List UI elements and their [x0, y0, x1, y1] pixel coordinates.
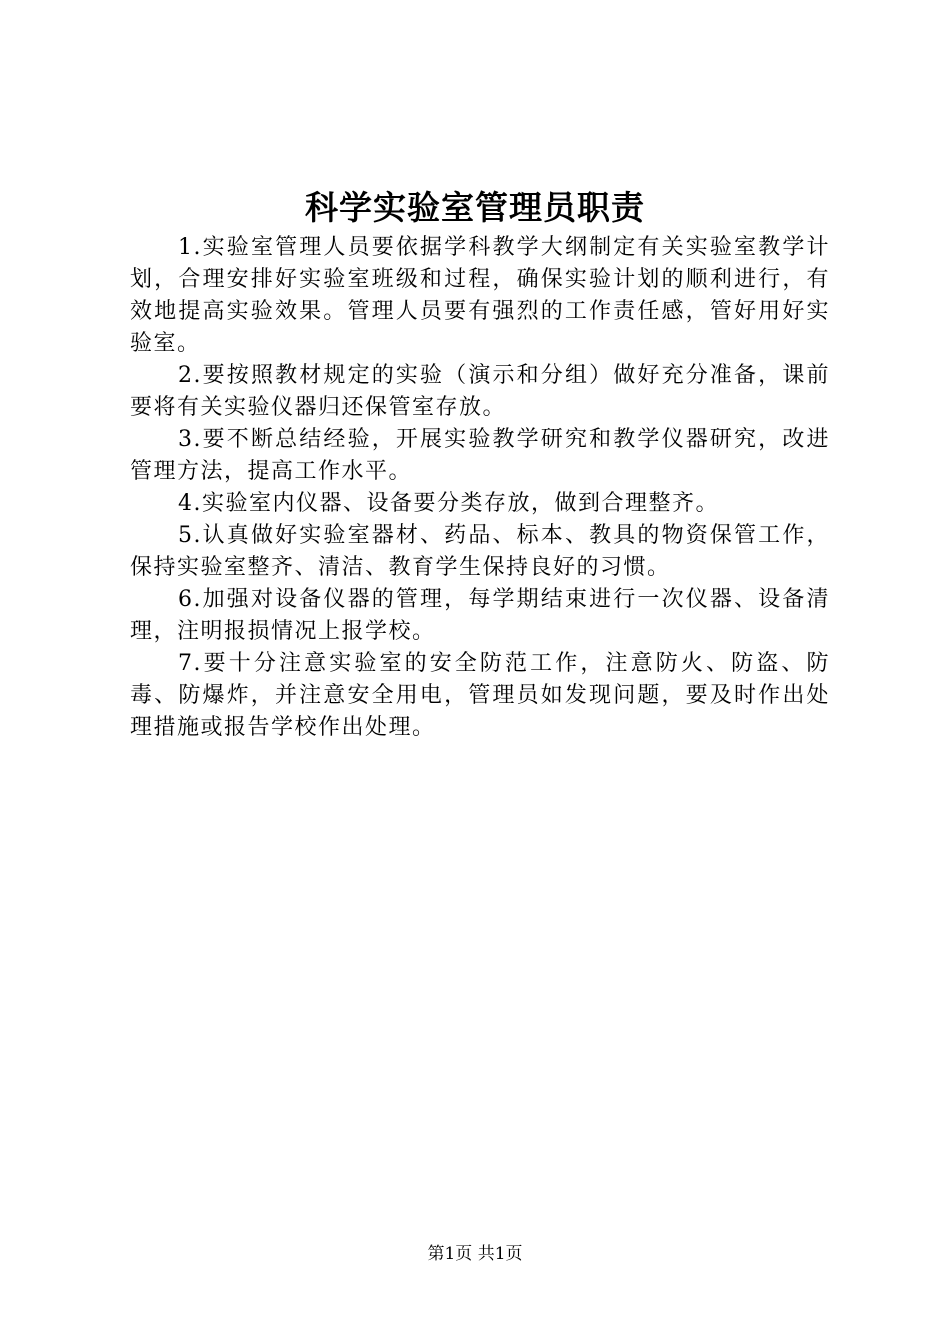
document-body — [130, 232, 830, 744]
paragraph-6: 6.加强对设备仪器的管理，每学期结束进行一次仪器、设备清理，注明报损情况上报学校。 — [130, 587, 830, 644]
paragraph-7: 7.要十分注意实验室的安全防范工作，注意防火、防盗、防毒、防爆炸，并注意安全用电，管理员如发现问题，要及时作出处理措施或报告学校作出处理。 — [130, 651, 830, 740]
paragraph-3: 3.要不断总结经验，开展实验教学研究和教学仪器研究，改进管理方法，提高工作水平。 — [130, 427, 830, 484]
page-footer: 第1页 共1页 — [427, 1244, 523, 1264]
paragraph-4: 4.实验室内仪器、设备要分类存放，做到合理整齐。 — [178, 491, 719, 516]
paragraph-5: 5.认真做好实验室器材、药品、标本、教具的物资保管工作，保持实验室整齐、清洁、教育学生保持良好的习惯。 — [130, 523, 830, 580]
page-title: 科学实验室管理员职责 — [305, 188, 645, 227]
paragraph-1: 1.实验室管理人员要依据学科教学大纲制定有关实验室教学计划，合理安排好实验室班级和过程，确保实验计划的顺利进行，有效地提高实验效果。管理人员要有强烈的工作责任感，管好用好实验室。 — [130, 235, 830, 356]
paragraph-2: 2.要按照教材规定的实验（演示和分组）做好充分准备，课前要将有关实验仪器归还保管室存放。 — [130, 363, 830, 420]
